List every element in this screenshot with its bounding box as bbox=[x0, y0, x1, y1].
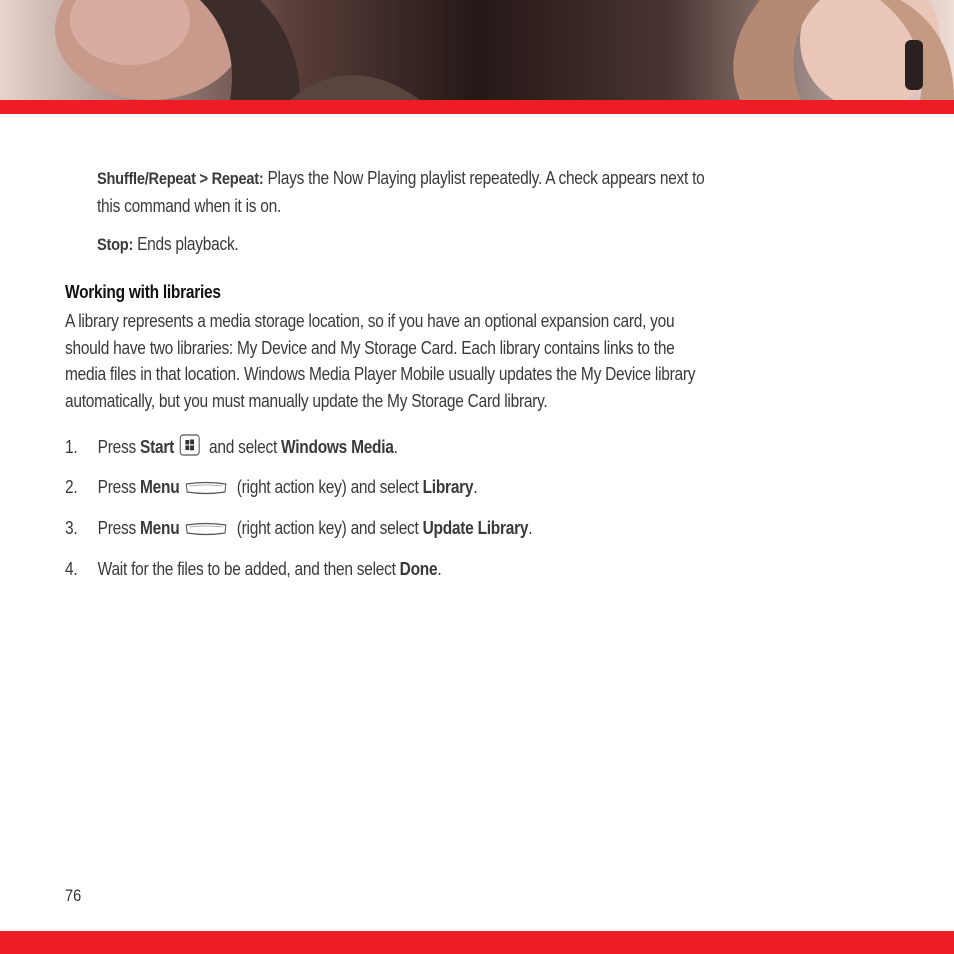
definition-text-continued: this command when it is on. bbox=[97, 195, 282, 216]
step-number: 4. bbox=[65, 559, 78, 579]
windows-start-key-icon bbox=[179, 434, 200, 464]
header-photo-banner bbox=[0, 0, 954, 100]
step-number: 3. bbox=[65, 518, 78, 538]
step-1 bbox=[65, 434, 882, 464]
step-number: 1. bbox=[65, 437, 78, 457]
step-text: and select bbox=[204, 437, 282, 457]
step-key-name: Menu bbox=[140, 477, 180, 497]
definition-text: Ends playback. bbox=[133, 234, 239, 254]
section-paragraph bbox=[65, 308, 882, 414]
paragraph-line: should have two libraries: My Device and My Storage Card. Each library contains links to the bbox=[65, 337, 675, 358]
step-target: Update Library bbox=[422, 518, 529, 538]
step-key-name: Menu bbox=[140, 518, 180, 538]
paragraph-line: automatically, but you must manually update the My Storage Card library. bbox=[65, 390, 548, 411]
definition-text: Plays the Now Playing playlist repeatedly. A check appears next to bbox=[263, 168, 705, 188]
step-text: Wait for the files to be added, and then select bbox=[97, 559, 400, 579]
step-number: 2. bbox=[65, 477, 78, 497]
step-text: Press bbox=[97, 477, 141, 497]
step-target: Library bbox=[422, 477, 474, 497]
footer-red-bar bbox=[0, 931, 954, 954]
definition-repeat bbox=[97, 165, 875, 219]
header-red-bar bbox=[0, 100, 954, 114]
step-text: Press bbox=[97, 437, 141, 457]
paragraph-line: A library represents a media storage location, so if you have an optional expansion card, you bbox=[65, 311, 675, 331]
right-action-key-icon bbox=[185, 477, 228, 504]
section-heading: Working with libraries bbox=[65, 282, 221, 302]
definition-term: Shuffle/Repeat > Repeat: bbox=[97, 169, 264, 188]
page-number: 76 bbox=[65, 886, 82, 905]
step-key-name: Start bbox=[140, 437, 174, 457]
paragraph-line: media files in that location. Windows Media Player Mobile usually updates the My Device library bbox=[65, 364, 696, 384]
definition-term: Stop: bbox=[97, 235, 134, 254]
step-target: Done bbox=[399, 559, 438, 579]
definition-stop bbox=[97, 231, 875, 259]
step-text: (right action key) and select bbox=[232, 477, 423, 497]
step-text: . bbox=[473, 477, 478, 497]
right-action-key-icon bbox=[185, 518, 228, 545]
step-4 bbox=[65, 556, 882, 583]
step-3 bbox=[65, 515, 882, 545]
step-text: (right action key) and select bbox=[232, 518, 423, 538]
step-text: Press bbox=[97, 518, 141, 538]
step-2 bbox=[65, 474, 882, 504]
step-text: . bbox=[437, 559, 442, 579]
header-photo bbox=[0, 0, 954, 100]
step-target: Windows Media bbox=[281, 437, 394, 457]
step-text: . bbox=[528, 518, 533, 538]
step-text: . bbox=[393, 437, 398, 457]
